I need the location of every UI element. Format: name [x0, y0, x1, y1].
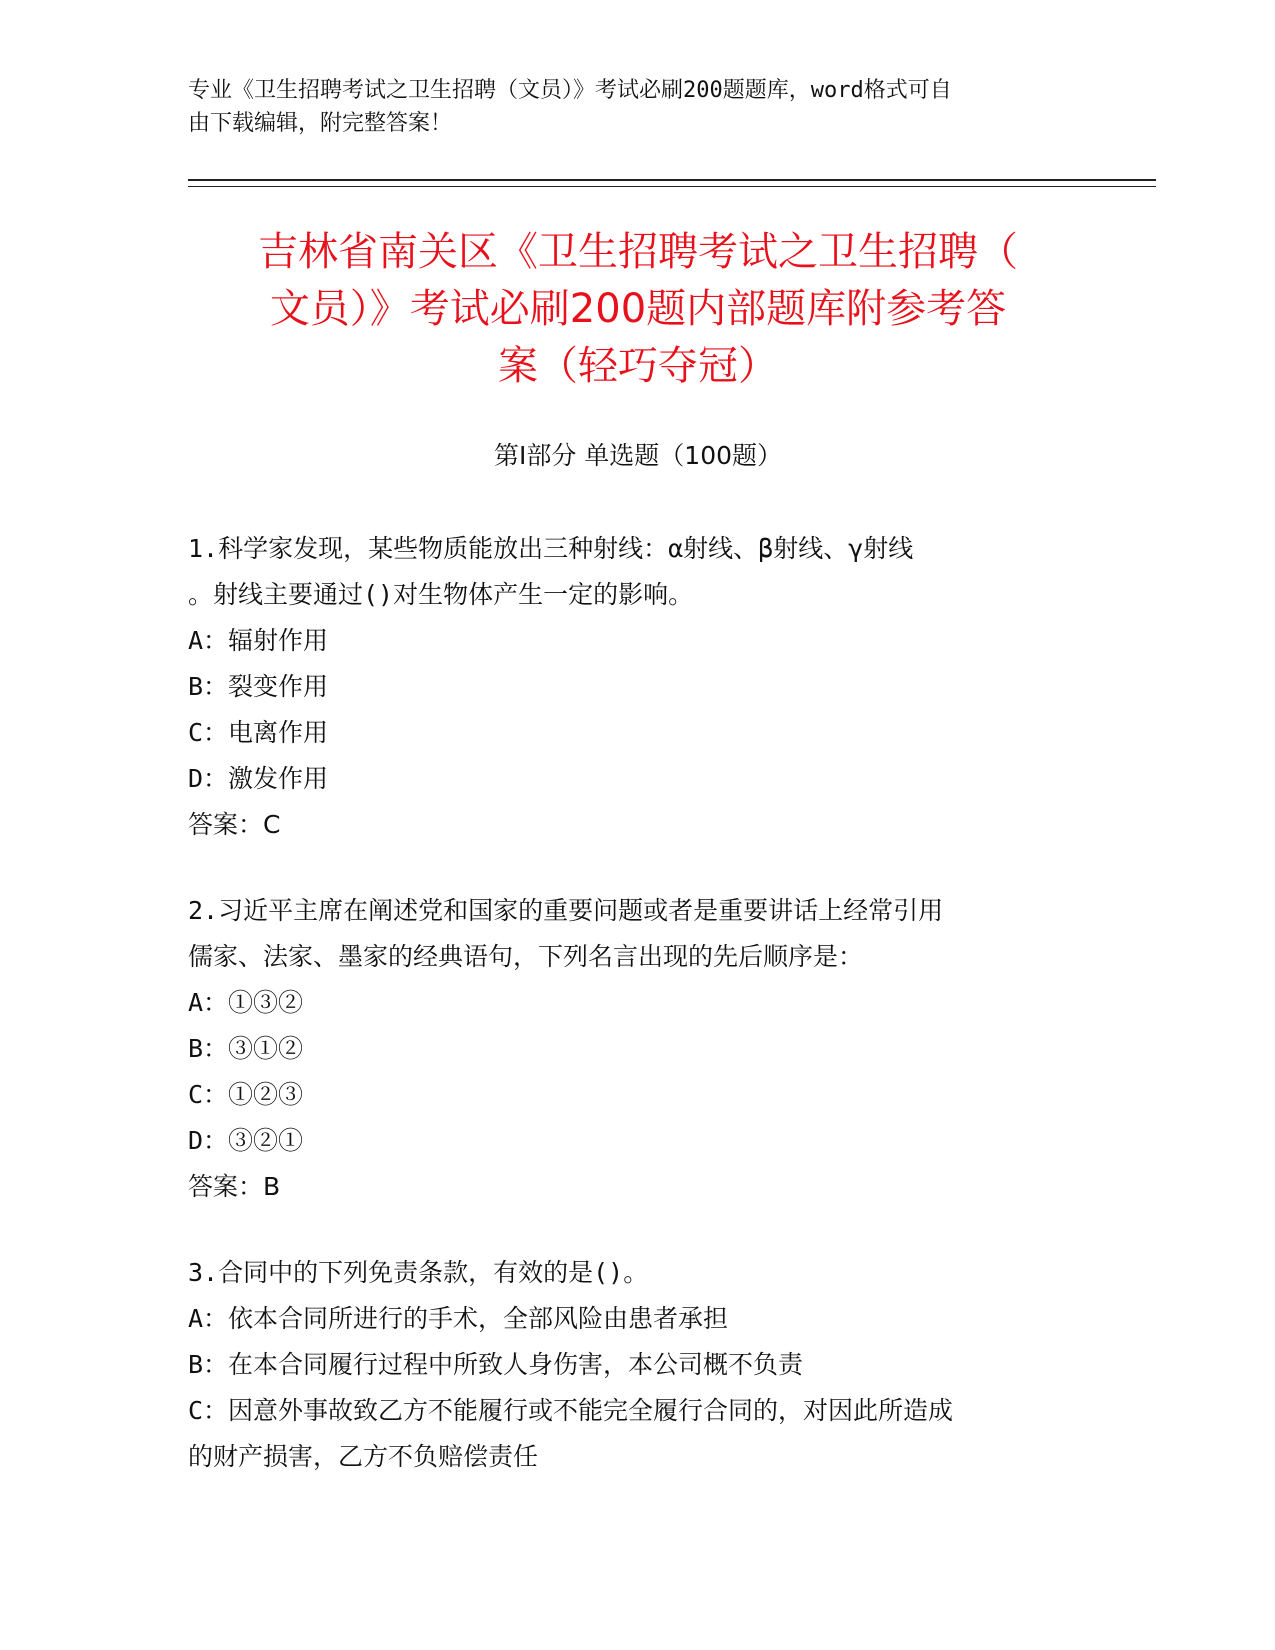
- option-b: B：③①②: [188, 1034, 304, 1063]
- option-d: D：③②①: [188, 1126, 304, 1155]
- header-rule-thick: [188, 179, 1156, 181]
- option-c: C：①②③: [188, 1080, 304, 1109]
- option-a: A：依本合同所进行的手术，全部风险由患者承担: [188, 1304, 729, 1333]
- option-a: A：辐射作用: [188, 626, 329, 655]
- question-stem: 1.科学家发现，某些物质能放出三种射线：α射线、β射线、γ射线: [188, 534, 914, 563]
- answer: 答案：B: [188, 1172, 281, 1201]
- header-note-line: 由下载编辑，附完整答案！: [188, 111, 453, 136]
- title-line: 吉林省南关区《卫生招聘考试之卫生招聘（: [258, 229, 1018, 275]
- section-title: 第Ⅰ部分 单选题（100题）: [493, 441, 783, 470]
- question-2: [188, 888, 1088, 1210]
- option-d: D：激发作用: [188, 764, 329, 793]
- question-stem: 儒家、法家、墨家的经典语句，下列名言出现的先后顺序是：: [188, 942, 864, 971]
- question-3: [188, 1250, 1088, 1480]
- question-stem: 3.合同中的下列免责条款，有效的是()。: [188, 1258, 649, 1287]
- option-c: C：电离作用: [188, 718, 329, 747]
- header-note: [188, 74, 1088, 140]
- question-1: [188, 526, 1088, 848]
- question-stem: 。射线主要通过()对生物体产生一定的影响。: [188, 580, 694, 609]
- header-rule-thin: [188, 186, 1156, 187]
- document-title: [188, 224, 1088, 395]
- option-c: C：因意外事故致乙方不能履行或不能完全履行合同的，对因此所造成: [188, 1396, 954, 1425]
- title-line: 案（轻巧夺冠）: [498, 343, 778, 389]
- option-a: A：①③②: [188, 988, 304, 1017]
- option-b: B：在本合同履行过程中所致人身伤害，本公司概不负责: [188, 1350, 804, 1379]
- title-line: 文员）》考试必刷200题内部题库附参考答: [269, 286, 1007, 332]
- option-b: B：裂变作用: [188, 672, 329, 701]
- option-c-continued: 的财产损害，乙方不负赔偿责任: [188, 1442, 539, 1471]
- answer: 答案：C: [188, 810, 281, 839]
- header-note-line: 专业《卫生招聘考试之卫生招聘（文员）》考试必刷200题题库，word格式可自: [188, 78, 952, 103]
- question-stem: 2.习近平主席在阐述党和国家的重要问题或者是重要讲话上经常引用: [188, 896, 944, 925]
